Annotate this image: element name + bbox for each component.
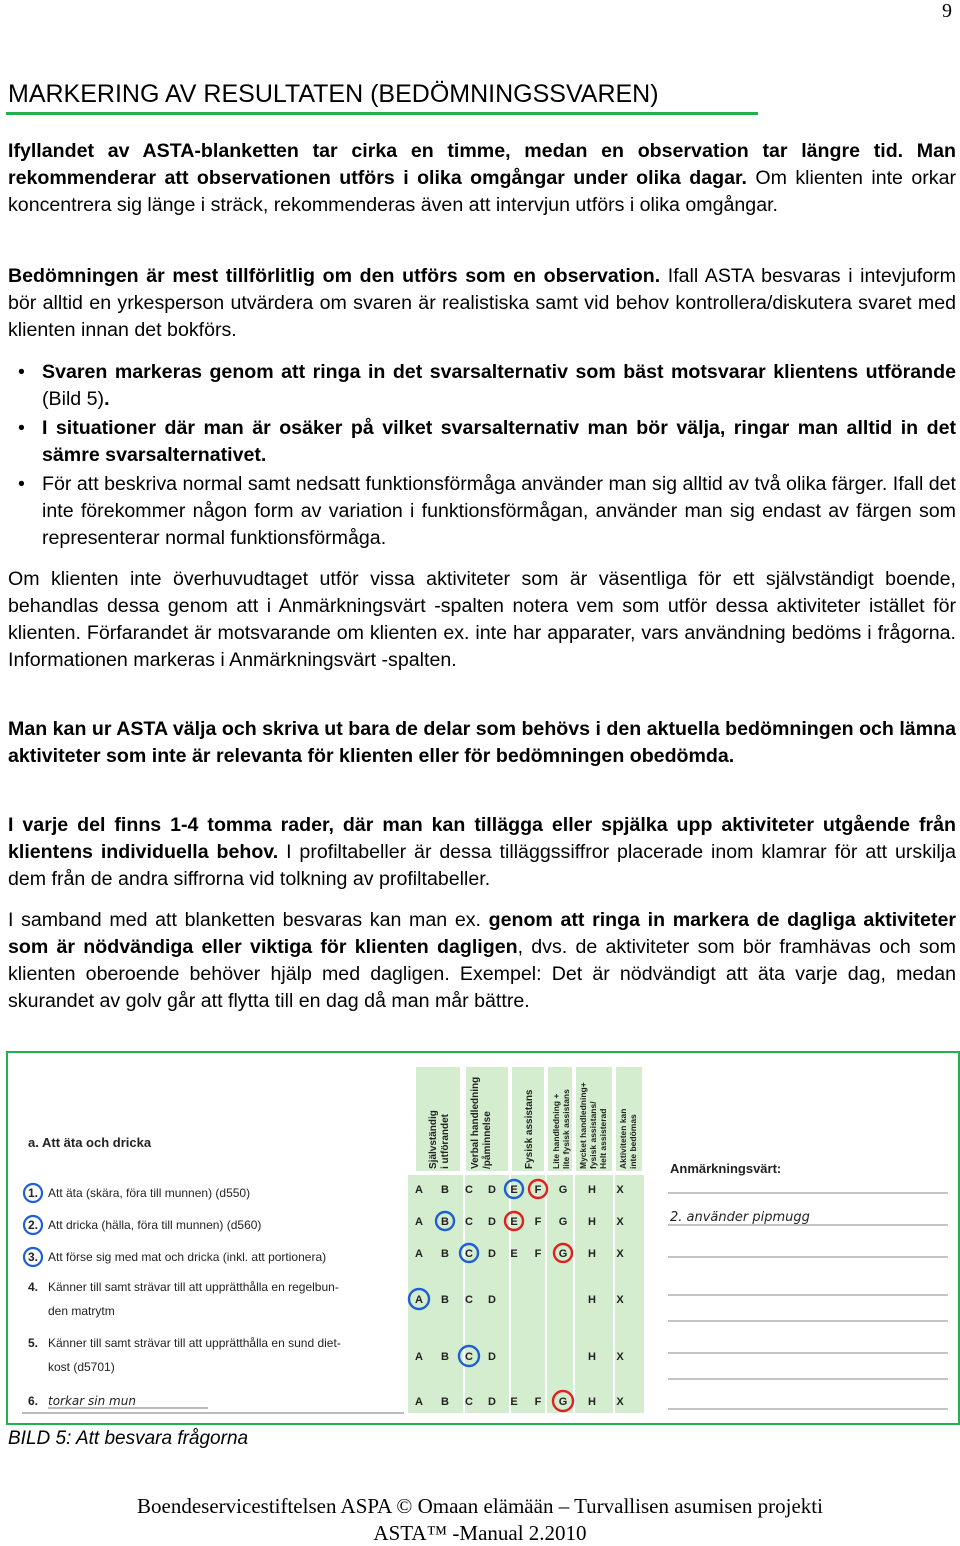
option-1-B: B: [441, 1184, 449, 1196]
item-4-text: Känner till samt strävar till att upprätthålla en regelbun-: [48, 1280, 339, 1294]
option-4-A: A: [415, 1294, 423, 1306]
page-heading: MARKERING AV RESULTATEN (BEDÖMNINGSSVAREN): [8, 80, 659, 108]
option-6-H: H: [588, 1396, 596, 1408]
paragraph-daily-bold: genom att ringa in markera de dagliga aktiviteter som är nödvändiga eller viktiga för klienten dagligen: [8, 909, 956, 958]
paragraph-remarks: Om klienten inte överhuvudtaget utför vissa aktiviteter som är väsentliga för ett självständigt boende, behandlas dessa genom att i Anmärkningsvärt -spalten notera vem som utför dessa aktiviteter istället för klienten. Förfarandet är motsvarande om klienten ex. inte har apparater, vars användning bedöms i frågorna. Informationen markeras i Anmärkningsvärt -spalten.: [8, 568, 956, 671]
col-header-much-2: fysisk assistans/: [588, 1101, 598, 1169]
option-6-G: G: [558, 1396, 568, 1408]
col-header-independent: [428, 1110, 451, 1169]
item-2-number: 2.: [28, 1218, 39, 1232]
option-2-E: E: [510, 1216, 518, 1228]
option-1-A: A: [415, 1184, 423, 1196]
option-1-E: E: [510, 1184, 518, 1196]
option-6-E: E: [510, 1396, 518, 1408]
option-2-H: H: [588, 1216, 596, 1228]
instruction-normal: (Bild 5): [42, 388, 105, 410]
col-header-cannot-1: Aktiviteten kan: [618, 1108, 628, 1169]
option-5-H: H: [588, 1351, 596, 1363]
col-header-cannot: [618, 1109, 638, 1169]
figure-caption: BILD 5: Att besvara frågorna: [8, 1428, 249, 1449]
option-2-F: F: [534, 1216, 542, 1228]
paragraph-observation-bold: Bedömningen är mest tillförlitlig om den utförs som en observation.: [8, 265, 661, 287]
paragraph-daily-pre: I samband med att blanketten besvaras kan man ex.: [8, 909, 489, 931]
option-6-C: C: [465, 1396, 473, 1408]
option-6-A: A: [415, 1396, 423, 1408]
col-header-cannot-2: inte bedömas: [628, 1114, 638, 1169]
option-6-D: D: [488, 1396, 496, 1408]
option-2-X: X: [616, 1216, 624, 1228]
footer-line-1: Boendeservicestiftelsen ASPA © Omaan elämään – Turvallisen asumisen projekti: [137, 1494, 823, 1518]
heading-underline: [6, 112, 758, 115]
option-2-C: C: [465, 1216, 473, 1228]
col-header-much-1: Mycket handledning+: [578, 1082, 588, 1169]
remark-note: 2. använder pipmugg: [670, 1210, 810, 1225]
paragraph-empty-rows-normal: I profiltabeller är dessa tilläggssiffror placerade inom klamrar för att urskilja dem från de andra siffrorna vid tolkning av profiltabeller.: [8, 841, 956, 890]
instruction-bold: Svaren markeras genom att ringa in det svarsalternativ som bäst motsvarar klientens utförande: [42, 361, 956, 383]
option-3-C: C: [465, 1248, 473, 1260]
option-5-D: D: [488, 1351, 496, 1363]
option-5-B: B: [441, 1351, 449, 1363]
col-header-little: [551, 1089, 571, 1169]
option-3-H: H: [588, 1248, 596, 1260]
instruction-item: [8, 359, 956, 413]
option-1-X: X: [616, 1184, 624, 1196]
col-header-little-1: Lite handledning +: [551, 1093, 561, 1169]
col-header-verbal-1: Verbal handledning: [470, 1076, 481, 1169]
item-1-text: Att äta (skära, föra till munnen) (d550): [48, 1186, 251, 1200]
option-3-F: F: [534, 1248, 542, 1260]
option-5-X: X: [616, 1351, 624, 1363]
option-4-C: C: [465, 1294, 473, 1306]
option-1-C: C: [465, 1184, 473, 1196]
item-4-number: 4.: [28, 1280, 39, 1294]
option-4-H: H: [588, 1294, 596, 1306]
col-header-little-2: lite fysisk assistans: [561, 1089, 571, 1169]
option-2-D: D: [488, 1216, 496, 1228]
option-3-G: G: [558, 1248, 568, 1260]
col-header-much-3: Helt assisterad: [598, 1108, 608, 1169]
col-header-physical: Fysisk assistans: [524, 1089, 535, 1169]
instruction-tail: .: [104, 388, 110, 410]
option-3-E: E: [510, 1248, 518, 1260]
item-3-text: Att förse sig med mat och dricka (inkl. att portionera): [48, 1250, 327, 1264]
item-4-text-cont: den matrytm: [48, 1304, 115, 1318]
option-5-C: C: [465, 1351, 473, 1363]
option-1-H: H: [588, 1184, 596, 1196]
option-6-X: X: [616, 1396, 624, 1408]
item-1-number: 1.: [28, 1186, 39, 1200]
instruction-item: [8, 471, 956, 552]
item-5-number: 5.: [28, 1336, 39, 1350]
instruction-list: [8, 359, 956, 554]
option-4-D: D: [488, 1294, 496, 1306]
item-3-number: 3.: [28, 1250, 39, 1264]
paragraph-select-parts: Man kan ur ASTA välja och skriva ut bara de delar som behövs i den aktuella bedömningen och lämna aktiviteter som inte är relevanta för klienten eller för bedömningen obedömda.: [8, 718, 956, 767]
option-1-G: G: [558, 1184, 568, 1196]
paragraph-observation-normal: Ifall ASTA besvaras i intevjuform bör alltid en yrkesperson utvärdera om svaren är realistiska samt vid behov kontrollera/diskutera svaret med klienten innan det bokförs.: [8, 265, 956, 341]
option-2-B: B: [441, 1216, 449, 1228]
option-1-F: F: [534, 1184, 542, 1196]
option-4-B: B: [441, 1294, 449, 1306]
item-6-text: torkar sin mun: [48, 1394, 136, 1408]
paragraph-duration-bold: Ifyllandet av ASTA-blanketten tar cirka en timme, medan en observation tar längre tid. Man rekommenderar att observationen utförs i olika omgångar under olika dagar.: [8, 140, 956, 189]
page-number: 9: [942, 0, 952, 22]
col-header-independent-1: Självständig: [428, 1110, 439, 1169]
paragraph-daily-activities: [8, 907, 956, 1015]
paragraph-duration-normal: Om klienten inte orkar koncentrera sig länge i sträck, rekommenderas även att intervjun utförs i olika omgångar.: [8, 167, 956, 216]
paragraph-duration: [8, 138, 956, 219]
example-form-figure: [6, 1051, 960, 1425]
col-header-verbal-2: /påminnelse: [482, 1111, 493, 1169]
option-5-A: A: [415, 1351, 423, 1363]
item-5-text-cont: kost (d5701): [48, 1360, 115, 1374]
option-6-F: F: [534, 1396, 542, 1408]
item-5-text: Känner till samt strävar till att upprätthålla en sund diet-: [48, 1336, 341, 1350]
option-1-D: D: [488, 1184, 496, 1196]
paragraph-daily-post: , dvs. de aktiviteter som bör framhävas och som klienten oberoende behöver hjälp med dagligen. Exempel: Det är nödvändigt att äta varje dag, medan skurandet av golv går att flytta till en dag då man mår bättre.: [8, 936, 956, 1012]
option-4-X: X: [616, 1294, 624, 1306]
paragraph-observation: [8, 263, 956, 344]
remarks-title: Anmärkningsvärt:: [670, 1161, 782, 1176]
instruction-normal: För att beskriva normal samt nedsatt funktionsförmåga använder man sig alltid av två olika färger. Ifall det inte förekommer någon form av variation i funktionsförmågan, använder man sig endast av färgen som representerar normal funktionsförmåga.: [42, 473, 956, 549]
instruction-bold: I situationer där man är osäker på vilket svarsalternativ man bör välja, ringar man alltid in det sämre svarsalternativet.: [42, 417, 956, 466]
instruction-item: [8, 415, 956, 469]
option-3-B: B: [441, 1248, 449, 1260]
option-6-B: B: [441, 1396, 449, 1408]
paragraph-empty-rows: [8, 812, 956, 893]
option-2-A: A: [415, 1216, 423, 1228]
paragraph-empty-rows-bold: I varje del finns 1-4 tomma rader, där man kan tillägga eller spjälka upp aktiviteter utgående från klientens individuella behov.: [8, 814, 956, 863]
footer-line-2: ASTA™ -Manual 2.2010: [373, 1521, 587, 1545]
example-form-svg: [8, 1053, 958, 1423]
option-3-D: D: [488, 1248, 496, 1260]
option-2-G: G: [558, 1216, 568, 1228]
item-2-text: Att dricka (hälla, föra till munnen) (d560): [48, 1218, 262, 1232]
option-3-X: X: [616, 1248, 624, 1260]
col-header-independent-2: i utförandet: [440, 1114, 451, 1169]
section-title: a. Att äta och dricka: [28, 1135, 152, 1150]
item-6-number: 6.: [28, 1394, 39, 1408]
option-3-A: A: [415, 1248, 423, 1260]
